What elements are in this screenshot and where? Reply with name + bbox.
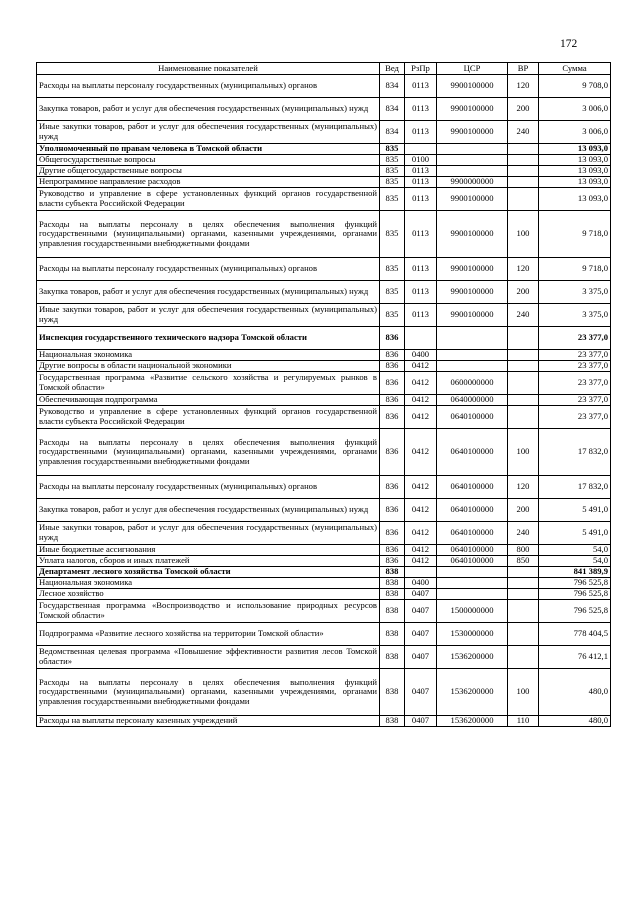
table-row <box>37 522 611 545</box>
cell-rzpr: 0113 <box>405 98 437 121</box>
table-row <box>37 578 611 589</box>
cell-name: Ведомственная целевая программа «Повышение эффективности развития лесов Томской области» <box>37 646 380 669</box>
column-header-csr: ЦСР <box>437 63 508 75</box>
cell-name: Общегосударственные вопросы <box>37 155 380 166</box>
cell-rzpr <box>405 144 437 155</box>
cell-sum: 13 093,0 <box>539 188 611 211</box>
cell-sum: 54,0 <box>539 556 611 567</box>
cell-csr: 9900100000 <box>437 75 508 98</box>
cell-csr: 1530000000 <box>437 623 508 646</box>
cell-ved: 835 <box>380 166 405 177</box>
cell-rzpr: 0400 <box>405 578 437 589</box>
cell-csr: 0640100000 <box>437 556 508 567</box>
cell-ved: 836 <box>380 556 405 567</box>
cell-sum: 3 006,0 <box>539 98 611 121</box>
cell-csr <box>437 567 508 578</box>
table-row <box>37 211 611 258</box>
cell-rzpr: 0407 <box>405 589 437 600</box>
column-header-name: Наименование показателей <box>37 63 380 75</box>
cell-name: Расходы на выплаты персоналу государственных (муниципальных) органов <box>37 75 380 98</box>
cell-name: Уплата налогов, сборов и иных платежей <box>37 556 380 567</box>
cell-ved: 838 <box>380 600 405 623</box>
cell-sum: 76 412,1 <box>539 646 611 669</box>
cell-vr: 800 <box>508 545 539 556</box>
cell-ved: 836 <box>380 545 405 556</box>
cell-ved: 835 <box>380 177 405 188</box>
cell-csr: 0640100000 <box>437 522 508 545</box>
table-row <box>37 304 611 327</box>
cell-rzpr: 0100 <box>405 155 437 166</box>
cell-name: Другие вопросы в области национальной экономики <box>37 361 380 372</box>
table-row <box>37 406 611 429</box>
cell-ved: 838 <box>380 623 405 646</box>
cell-ved: 836 <box>380 476 405 499</box>
table-row <box>37 281 611 304</box>
cell-name: Расходы на выплаты персоналу в целях обеспечения выполнения функций государственными (муниципальными) органами, казенными учреждениями, органами управления государственными внебюджетными фондами <box>37 669 380 716</box>
cell-sum: 796 525,8 <box>539 578 611 589</box>
cell-rzpr: 0412 <box>405 429 437 476</box>
cell-csr <box>437 327 508 350</box>
cell-vr <box>508 623 539 646</box>
cell-sum: 13 093,0 <box>539 155 611 166</box>
cell-vr: 200 <box>508 499 539 522</box>
cell-name: Иные закупки товаров, работ и услуг для обеспечения государственных (муниципальных) нужд <box>37 304 380 327</box>
table-row <box>37 499 611 522</box>
table-row <box>37 669 611 716</box>
cell-ved: 835 <box>380 211 405 258</box>
cell-name: Подпрограмма «Развитие лесного хозяйства на территории Томской области» <box>37 623 380 646</box>
cell-rzpr: 0113 <box>405 75 437 98</box>
cell-csr: 0640100000 <box>437 545 508 556</box>
cell-vr <box>508 646 539 669</box>
cell-csr <box>437 589 508 600</box>
cell-vr: 240 <box>508 121 539 144</box>
table-row <box>37 166 611 177</box>
table-row <box>37 361 611 372</box>
cell-ved: 836 <box>380 522 405 545</box>
cell-name: Департамент лесного хозяйства Томской области <box>37 567 380 578</box>
column-header-rzpr: РзПр <box>405 63 437 75</box>
cell-sum: 841 389,9 <box>539 567 611 578</box>
cell-ved: 838 <box>380 578 405 589</box>
cell-rzpr: 0407 <box>405 716 437 727</box>
cell-sum: 54,0 <box>539 545 611 556</box>
table-row <box>37 600 611 623</box>
table-row <box>37 476 611 499</box>
cell-sum: 3 006,0 <box>539 121 611 144</box>
cell-rzpr: 0113 <box>405 211 437 258</box>
cell-csr: 0640100000 <box>437 499 508 522</box>
table-row <box>37 350 611 361</box>
cell-csr: 1536200000 <box>437 669 508 716</box>
cell-ved: 838 <box>380 567 405 578</box>
cell-ved: 836 <box>380 361 405 372</box>
cell-ved: 838 <box>380 669 405 716</box>
table-row <box>37 556 611 567</box>
cell-ved: 838 <box>380 646 405 669</box>
cell-sum: 17 832,0 <box>539 429 611 476</box>
cell-vr: 120 <box>508 258 539 281</box>
table-row <box>37 144 611 155</box>
cell-csr: 9900100000 <box>437 121 508 144</box>
cell-csr: 0640100000 <box>437 406 508 429</box>
cell-name: Уполномоченный по правам человека в Томской области <box>37 144 380 155</box>
cell-csr: 9900100000 <box>437 211 508 258</box>
cell-csr: 9900100000 <box>437 188 508 211</box>
cell-vr <box>508 350 539 361</box>
cell-ved: 838 <box>380 716 405 727</box>
cell-vr: 240 <box>508 304 539 327</box>
cell-ved: 836 <box>380 327 405 350</box>
table-row <box>37 623 611 646</box>
cell-vr <box>508 166 539 177</box>
cell-sum: 480,0 <box>539 669 611 716</box>
table-row <box>37 716 611 727</box>
table-row <box>37 372 611 395</box>
table-row <box>37 395 611 406</box>
cell-ved: 836 <box>380 372 405 395</box>
cell-sum: 3 375,0 <box>539 304 611 327</box>
cell-csr <box>437 361 508 372</box>
cell-rzpr: 0412 <box>405 499 437 522</box>
cell-vr <box>508 361 539 372</box>
table-row <box>37 589 611 600</box>
cell-rzpr: 0407 <box>405 646 437 669</box>
cell-name: Национальная экономика <box>37 350 380 361</box>
table-row <box>37 429 611 476</box>
cell-rzpr: 0113 <box>405 281 437 304</box>
cell-csr: 9900100000 <box>437 304 508 327</box>
cell-sum: 480,0 <box>539 716 611 727</box>
cell-vr: 110 <box>508 716 539 727</box>
table-row <box>37 98 611 121</box>
cell-vr: 100 <box>508 429 539 476</box>
cell-ved: 835 <box>380 144 405 155</box>
cell-sum: 9 708,0 <box>539 75 611 98</box>
cell-ved: 835 <box>380 188 405 211</box>
cell-sum: 5 491,0 <box>539 522 611 545</box>
cell-ved: 836 <box>380 429 405 476</box>
cell-csr <box>437 350 508 361</box>
table-row <box>37 155 611 166</box>
column-header-sum: Сумма <box>539 63 611 75</box>
cell-rzpr <box>405 327 437 350</box>
cell-name: Государственная программа «Воспроизводство и использование природных ресурсов Томской области» <box>37 600 380 623</box>
cell-vr <box>508 188 539 211</box>
cell-ved: 836 <box>380 499 405 522</box>
cell-ved: 836 <box>380 395 405 406</box>
cell-vr <box>508 372 539 395</box>
cell-rzpr: 0412 <box>405 395 437 406</box>
cell-name: Руководство и управление в сфере установленных функций органов государственной власти субъекта Российской Федерации <box>37 406 380 429</box>
cell-rzpr: 0113 <box>405 188 437 211</box>
cell-rzpr: 0113 <box>405 177 437 188</box>
cell-vr: 120 <box>508 476 539 499</box>
cell-sum: 9 718,0 <box>539 211 611 258</box>
cell-sum: 23 377,0 <box>539 327 611 350</box>
cell-csr: 1536200000 <box>437 716 508 727</box>
cell-name: Закупка товаров, работ и услуг для обеспечения государственных (муниципальных) нужд <box>37 499 380 522</box>
cell-vr: 200 <box>508 98 539 121</box>
table-row <box>37 177 611 188</box>
cell-csr: 0640100000 <box>437 429 508 476</box>
cell-csr <box>437 166 508 177</box>
cell-rzpr: 0407 <box>405 600 437 623</box>
cell-csr <box>437 578 508 589</box>
cell-rzpr: 0412 <box>405 476 437 499</box>
table-row <box>37 121 611 144</box>
cell-rzpr: 0412 <box>405 406 437 429</box>
cell-vr <box>508 144 539 155</box>
cell-rzpr: 0113 <box>405 258 437 281</box>
cell-ved: 834 <box>380 75 405 98</box>
table-row <box>37 567 611 578</box>
column-header-ved: Вед <box>380 63 405 75</box>
page-number: 172 <box>560 38 578 50</box>
cell-name: Национальная экономика <box>37 578 380 589</box>
cell-rzpr: 0113 <box>405 304 437 327</box>
cell-vr: 850 <box>508 556 539 567</box>
cell-sum: 23 377,0 <box>539 350 611 361</box>
cell-ved: 835 <box>380 281 405 304</box>
cell-rzpr <box>405 567 437 578</box>
cell-vr <box>508 327 539 350</box>
cell-sum: 23 377,0 <box>539 406 611 429</box>
column-header-vr: ВР <box>508 63 539 75</box>
cell-csr: 0640000000 <box>437 395 508 406</box>
cell-csr: 0600000000 <box>437 372 508 395</box>
cell-csr: 9900100000 <box>437 258 508 281</box>
cell-name: Лесное хозяйство <box>37 589 380 600</box>
cell-rzpr: 0407 <box>405 623 437 646</box>
cell-sum: 17 832,0 <box>539 476 611 499</box>
cell-vr <box>508 406 539 429</box>
table-header-row <box>37 63 611 75</box>
cell-rzpr: 0412 <box>405 545 437 556</box>
cell-sum: 796 525,8 <box>539 589 611 600</box>
cell-ved: 835 <box>380 155 405 166</box>
cell-name: Иные бюджетные ассигнования <box>37 545 380 556</box>
cell-ved: 836 <box>380 406 405 429</box>
cell-vr <box>508 567 539 578</box>
table-row <box>37 327 611 350</box>
cell-rzpr: 0400 <box>405 350 437 361</box>
cell-vr: 240 <box>508 522 539 545</box>
cell-name: Другие общегосударственные вопросы <box>37 166 380 177</box>
cell-vr <box>508 578 539 589</box>
cell-name: Непрограммное направление расходов <box>37 177 380 188</box>
cell-csr: 9900100000 <box>437 281 508 304</box>
table-body <box>37 75 611 727</box>
table-row <box>37 258 611 281</box>
cell-vr: 120 <box>508 75 539 98</box>
cell-sum: 23 377,0 <box>539 372 611 395</box>
cell-ved: 835 <box>380 304 405 327</box>
cell-ved: 834 <box>380 98 405 121</box>
cell-name: Иные закупки товаров, работ и услуг для обеспечения государственных (муниципальных) нужд <box>37 522 380 545</box>
cell-name: Иные закупки товаров, работ и услуг для обеспечения государственных (муниципальных) нужд <box>37 121 380 144</box>
cell-vr: 100 <box>508 211 539 258</box>
cell-rzpr: 0407 <box>405 669 437 716</box>
cell-vr <box>508 589 539 600</box>
cell-vr: 200 <box>508 281 539 304</box>
cell-sum: 13 093,0 <box>539 177 611 188</box>
cell-vr: 100 <box>508 669 539 716</box>
cell-ved: 836 <box>380 350 405 361</box>
cell-csr: 9900000000 <box>437 177 508 188</box>
cell-ved: 834 <box>380 121 405 144</box>
cell-sum: 23 377,0 <box>539 395 611 406</box>
cell-ved: 835 <box>380 258 405 281</box>
table-row <box>37 188 611 211</box>
cell-sum: 9 718,0 <box>539 258 611 281</box>
table-row <box>37 75 611 98</box>
cell-vr <box>508 600 539 623</box>
cell-rzpr: 0113 <box>405 166 437 177</box>
cell-sum: 796 525,8 <box>539 600 611 623</box>
cell-sum: 778 404,5 <box>539 623 611 646</box>
cell-sum: 13 093,0 <box>539 144 611 155</box>
cell-rzpr: 0113 <box>405 121 437 144</box>
cell-sum: 3 375,0 <box>539 281 611 304</box>
cell-csr: 0640100000 <box>437 476 508 499</box>
cell-vr <box>508 395 539 406</box>
table-row <box>37 646 611 669</box>
cell-vr <box>508 177 539 188</box>
cell-name: Расходы на выплаты персоналу государственных (муниципальных) органов <box>37 476 380 499</box>
cell-rzpr: 0412 <box>405 361 437 372</box>
cell-name: Расходы на выплаты персоналу в целях обеспечения выполнения функций государственными (муниципальными) органами, казенными учреждениями, органами управления государственными внебюджетными фондами <box>37 211 380 258</box>
cell-ved: 838 <box>380 589 405 600</box>
cell-sum: 5 491,0 <box>539 499 611 522</box>
cell-name: Обеспечивающая подпрограмма <box>37 395 380 406</box>
cell-name: Закупка товаров, работ и услуг для обеспечения государственных (муниципальных) нужд <box>37 281 380 304</box>
cell-csr <box>437 144 508 155</box>
cell-sum: 13 093,0 <box>539 166 611 177</box>
cell-name: Государственная программа «Развитие сельского хозяйства и регулируемых рынков в Томской области» <box>37 372 380 395</box>
cell-sum: 23 377,0 <box>539 361 611 372</box>
cell-csr: 1536200000 <box>437 646 508 669</box>
cell-name: Расходы на выплаты персоналу государственных (муниципальных) органов <box>37 258 380 281</box>
budget-table <box>36 62 611 727</box>
cell-rzpr: 0412 <box>405 372 437 395</box>
cell-name: Закупка товаров, работ и услуг для обеспечения государственных (муниципальных) нужд <box>37 98 380 121</box>
table-row <box>37 545 611 556</box>
cell-rzpr: 0412 <box>405 522 437 545</box>
cell-rzpr: 0412 <box>405 556 437 567</box>
cell-name: Расходы на выплаты персоналу казенных учреждений <box>37 716 380 727</box>
cell-csr: 1500000000 <box>437 600 508 623</box>
cell-name: Инспекция государственного технического надзора Томской области <box>37 327 380 350</box>
cell-csr: 9900100000 <box>437 98 508 121</box>
cell-vr <box>508 155 539 166</box>
cell-name: Руководство и управление в сфере установленных функций органов государственной власти субъекта Российской Федерации <box>37 188 380 211</box>
cell-csr <box>437 155 508 166</box>
cell-name: Расходы на выплаты персоналу в целях обеспечения выполнения функций государственными (муниципальными) органами, казенными учреждениями, органами управления государственными внебюджетными фондами <box>37 429 380 476</box>
